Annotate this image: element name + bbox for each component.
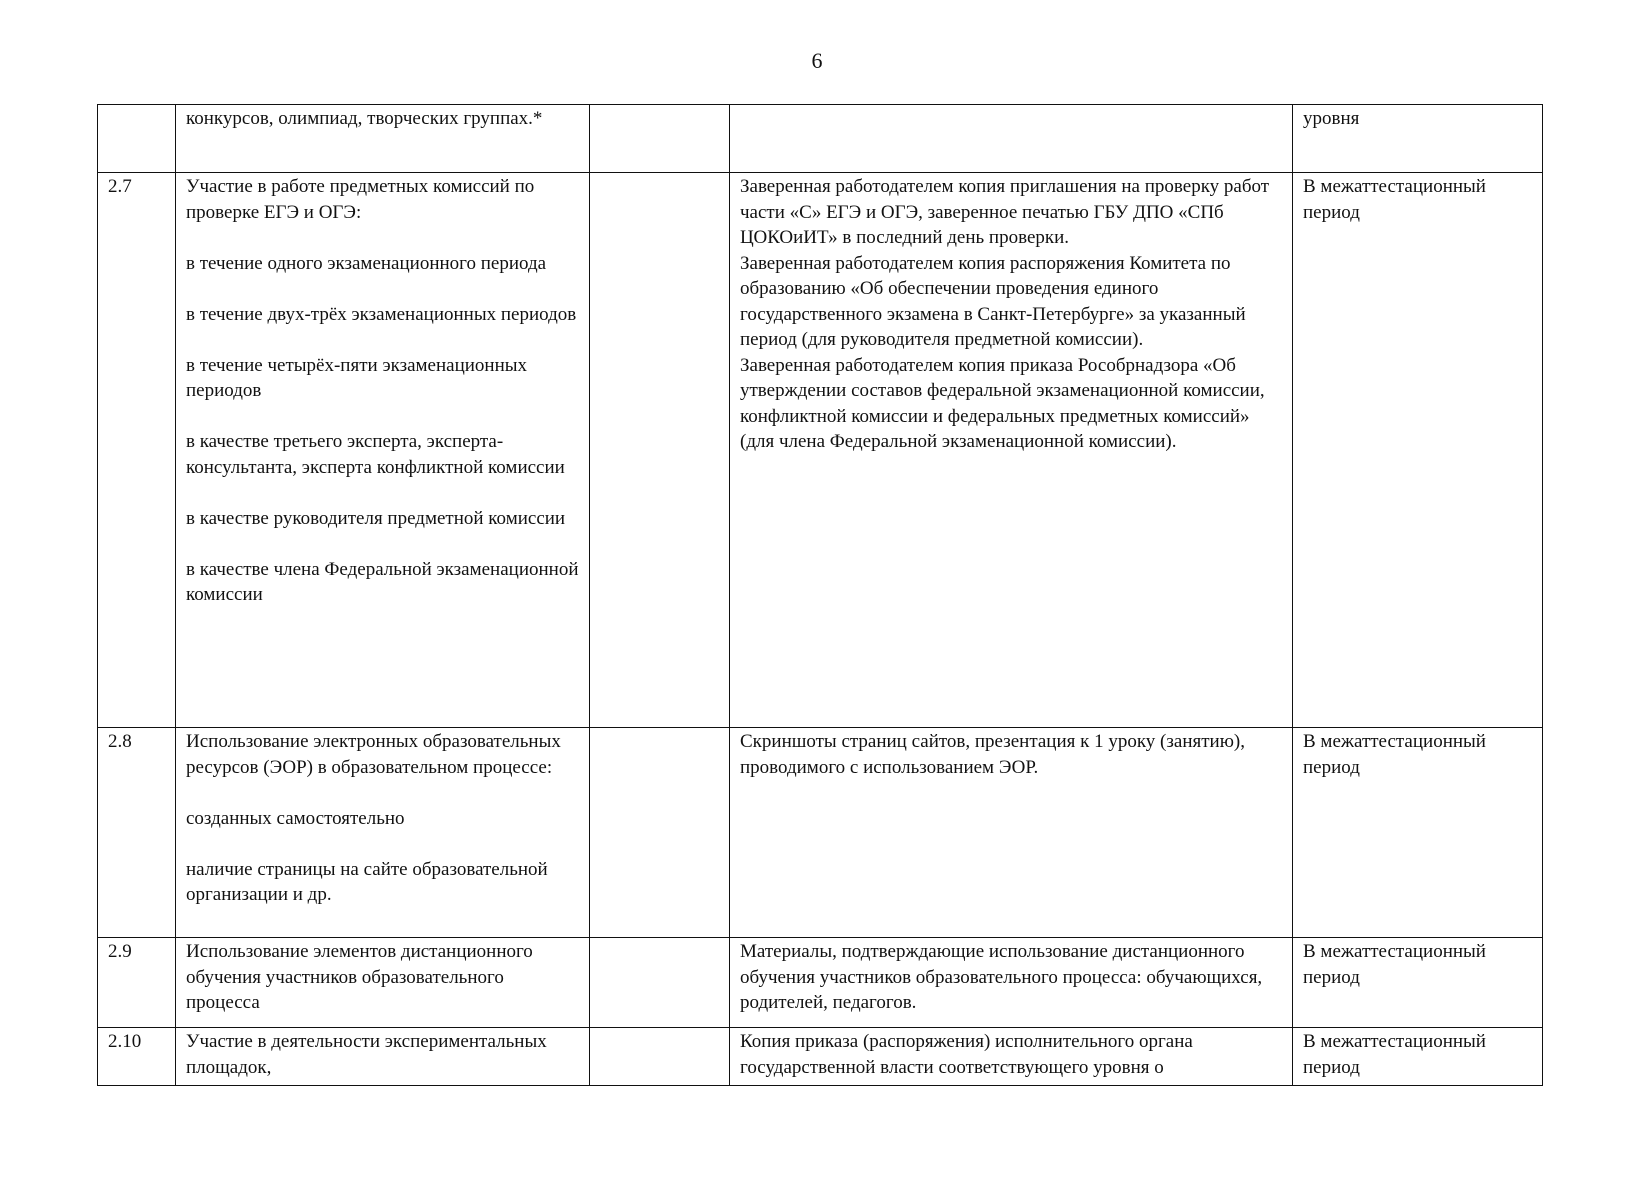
- criteria-table: [97, 104, 1543, 1086]
- period-cell: В межаттестационный период: [1293, 728, 1543, 938]
- criterion-cell: [176, 938, 590, 1028]
- criterion-option: наличие страницы на сайте образовательной организации и др.: [186, 858, 548, 905]
- points-cell: [590, 173, 730, 728]
- evidence-cell: [730, 105, 1293, 173]
- evidence-cell: [730, 938, 1293, 1028]
- period-cell: В межаттестационный период: [1293, 173, 1543, 728]
- table-row: [98, 173, 1543, 728]
- row-number: [98, 105, 176, 173]
- criterion-text: Участие в деятельности экспериментальных площадок,: [186, 1031, 547, 1078]
- criterion-option: в течение четырёх-пяти экзаменационных периодов: [186, 354, 528, 401]
- table-row: [98, 105, 1543, 173]
- period-cell: В межаттестационный период: [1293, 938, 1543, 1028]
- row-number: 2.9: [98, 938, 176, 1028]
- criterion-option: созданных самостоятельно: [186, 807, 405, 829]
- evidence-text: Скриншоты страниц сайтов, презентация к 1 уроку (занятию), проводимого с использованием ЭОР.: [740, 731, 1245, 778]
- page-number: 6: [811, 48, 823, 73]
- points-cell: [590, 938, 730, 1028]
- criterion-cell: [176, 728, 590, 938]
- criterion-cell: [176, 1028, 590, 1086]
- criterion-text: Использование элементов дистанционного обучения участников образовательного процесса: [186, 941, 533, 1013]
- table-row: [98, 938, 1543, 1028]
- evidence-cell: [730, 173, 1293, 728]
- criterion-cell: [176, 105, 590, 173]
- row-number: 2.8: [98, 728, 176, 938]
- criterion-option: в качестве третьего эксперта, эксперта-консультанта, эксперта конфликтной комиссии: [186, 431, 565, 478]
- criterion-option: в качестве члена Федеральной экзаменационной комиссии: [186, 558, 579, 605]
- criterion-option: в качестве руководителя предметной комиссии: [186, 507, 566, 529]
- table-row: [98, 1028, 1543, 1086]
- criterion-text: Использование электронных образовательных ресурсов (ЭОР) в образовательном процессе:: [186, 731, 561, 778]
- row-number: 2.7: [98, 173, 176, 728]
- period-cell: уровня: [1293, 105, 1543, 173]
- points-cell: [590, 728, 730, 938]
- evidence-text: Копия приказа (распоряжения) исполнительного органа государственной власти соответствующего уровня о: [740, 1031, 1193, 1078]
- criterion-text: конкурсов, олимпиад, творческих группах.*: [186, 108, 543, 129]
- period-cell: В межаттестационный период: [1293, 1028, 1543, 1086]
- row-number: 2.10: [98, 1028, 176, 1086]
- evidence-text: Заверенная работодателем копия приказа Рособрнадзора «Об утверждении составов федеральной экзаменационной комиссии, конфликтной комиссии и федеральных предметных комиссий» (для члена Федеральной экзаменационной комиссии).: [740, 354, 1265, 452]
- criterion-option: в течение двух-трёх экзаменационных периодов: [186, 303, 577, 325]
- criterion-cell: [176, 173, 590, 728]
- evidence-text: Заверенная работодателем копия распоряжения Комитета по образованию «Об обеспечении проведения единого государственного экзамена в Санкт-Петербурге» за указанный период (для руководителя предметной комиссии).: [740, 252, 1246, 350]
- evidence-text: Материалы, подтверждающие использование дистанционного обучения участников образовательного процесса: обучающихся, родителей, педагогов.: [740, 941, 1263, 1013]
- evidence-text: Заверенная работодателем копия приглашения на проверку работ части «С» ЕГЭ и ОГЭ, заверенное печатью ГБУ ДПО «СПб ЦОКОиИТ» в последний день проверки.: [740, 176, 1270, 248]
- points-cell: [590, 105, 730, 173]
- evidence-cell: [730, 728, 1293, 938]
- points-cell: [590, 1028, 730, 1086]
- criterion-option: в течение одного экзаменационного периода: [186, 252, 547, 274]
- criterion-text: Участие в работе предметных комиссий по проверке ЕГЭ и ОГЭ:: [186, 176, 535, 223]
- evidence-cell: [730, 1028, 1293, 1086]
- table-row: [98, 728, 1543, 938]
